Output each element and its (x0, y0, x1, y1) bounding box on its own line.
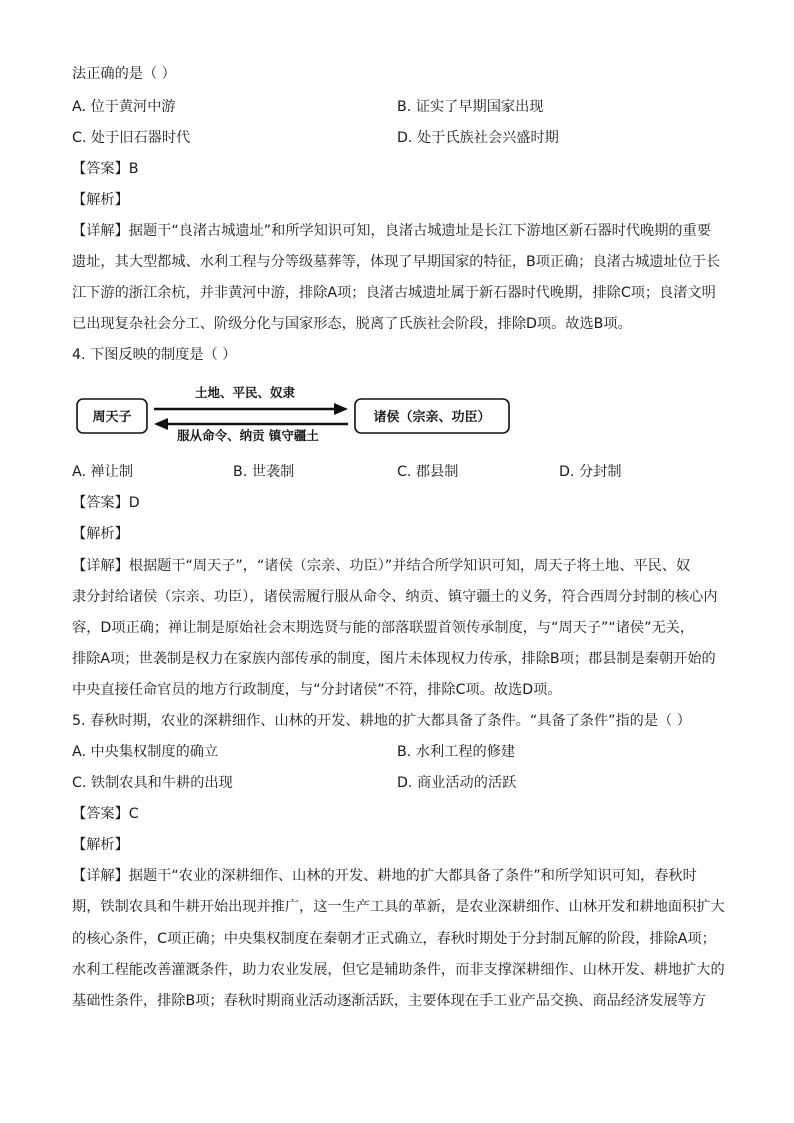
q4-option-c: C. 郡县制 (397, 464, 459, 480)
q4-option-a: A. 禅让制 (72, 464, 134, 480)
q4-detail-line: 排除A项；世袭制是权力在家族内部传承的制度，图片未体现权力传承，排除B项；郡县制是秦朝开始的 (72, 651, 716, 667)
q3-stem-tail: 法正确的是（ ） (72, 66, 176, 82)
q5-analysis-label: 【解析】 (72, 837, 129, 853)
q5-detail-line: 的核心条件，C项正确；中央集权制度在秦朝才正式确立，春秋时期处于分封制瓦解的阶段，排除A项； (72, 931, 716, 947)
q4-stem: 4. 下图反映的制度是（ ） (72, 347, 237, 363)
grant-arrow-label: 土地、平民、奴隶 (194, 385, 296, 400)
q4-analysis-label: 【解析】 (72, 526, 129, 542)
zhou-king-box (77, 399, 147, 433)
q3-option-d: D. 处于氏族社会兴盛时期 (397, 130, 559, 146)
q5-option-d: D. 商业活动的活跃 (397, 775, 517, 791)
q4-option-b: B. 世袭制 (233, 464, 295, 480)
grant-arrowhead-icon (334, 403, 348, 415)
q4-answer: 【答案】D (72, 495, 140, 511)
q3-detail-line: 江下游的浙江余杭，并非黄河中游，排除A项；良渚古城遗址属于新石器时代晚期，排除C项；良渚文明 (72, 285, 716, 301)
q4-detail-line: 中央直接任命官员的地方行政制度，与“分封诸侯”不符，排除C项。故选D项。 (72, 682, 562, 698)
q3-detail-line: 【详解】据题干“良渚古城遗址”和所学知识可知，良渚古城遗址是长江下游地区新石器时代晚期的重要 (72, 223, 711, 239)
q5-option-b: B. 水利工程的修建 (397, 744, 516, 760)
q4-detail-line: 【详解】根据题干“周天子”，“诸侯（宗亲、功臣）”并结合所学知识可知，周天子将土地、平民、奴 (72, 558, 691, 574)
vassal-box (355, 399, 509, 433)
q3-answer: 【答案】B (72, 161, 139, 177)
q3-option-b: B. 证实了早期国家出现 (397, 99, 544, 115)
duty-arrow-label: 服从命令、纳贡 镇守疆土 (177, 428, 319, 443)
q3-option-c: C. 处于旧石器时代 (72, 130, 191, 146)
q3-option-a: A. 位于黄河中游 (72, 99, 176, 115)
q4-detail-line: 隶分封给诸侯（宗亲、功臣），诸侯需履行服从命令、纳贡、镇守疆土的义务，符合西周分封制的核心内 (72, 589, 718, 605)
q5-detail-line: 水利工程能改善灌溉条件，助力农业发展，但它是辅助条件，而非支撑深耕细作、山林开发、耕地扩大的 (72, 962, 725, 978)
q5-detail-line: 期，铁制农具和牛耕开始出现并推广，这一生产工具的革新，是农业深耕细作、山林开发和耕地面积扩大 (72, 899, 725, 915)
q5-detail-line: 【详解】据题干“农业的深耕细作、山林的开发、耕地的扩大都具备了条件”和所学知识可知，春秋时 (72, 868, 697, 884)
vassal-label: 诸侯（宗亲、功臣） (373, 410, 491, 425)
q4-option-d: D. 分封制 (559, 464, 622, 480)
q3-detail-line: 遗址，其大型都城、水利工程与分等级墓葬等，体现了早期国家的特征，B项正确；良渚古城遗址位于长 (72, 254, 721, 270)
q5-answer: 【答案】C (72, 806, 139, 822)
q5-stem: 5. 春秋时期，农业的深耕细作、山林的开发、耕地的扩大都具备了条件。“具备了条件”指的是（ ） (72, 713, 691, 729)
q3-analysis-label: 【解析】 (72, 192, 129, 208)
q5-option-c: C. 铁制农具和牛耕的出现 (72, 775, 233, 791)
q4-detail-line: 容，D项正确；禅让制是原始社会末期选贤与能的部落联盟首领传承制度，与“周天子”“诸侯”无关， (72, 620, 695, 636)
zhou-king-label: 周天子 (92, 410, 132, 425)
q5-option-a: A. 中央集权制度的确立 (72, 744, 219, 760)
q3-detail-line: 已出现复杂社会分工、阶级分化与国家形态，脱离了氏族社会阶段，排除D项。故选B项。 (72, 316, 632, 332)
q5-detail-line: 基础性条件，排除B项；春秋时期商业活动逐渐活跃，主要体现在手工业产品交换、商品经济发展等方 (72, 993, 706, 1009)
duty-arrowhead-icon (154, 418, 168, 430)
